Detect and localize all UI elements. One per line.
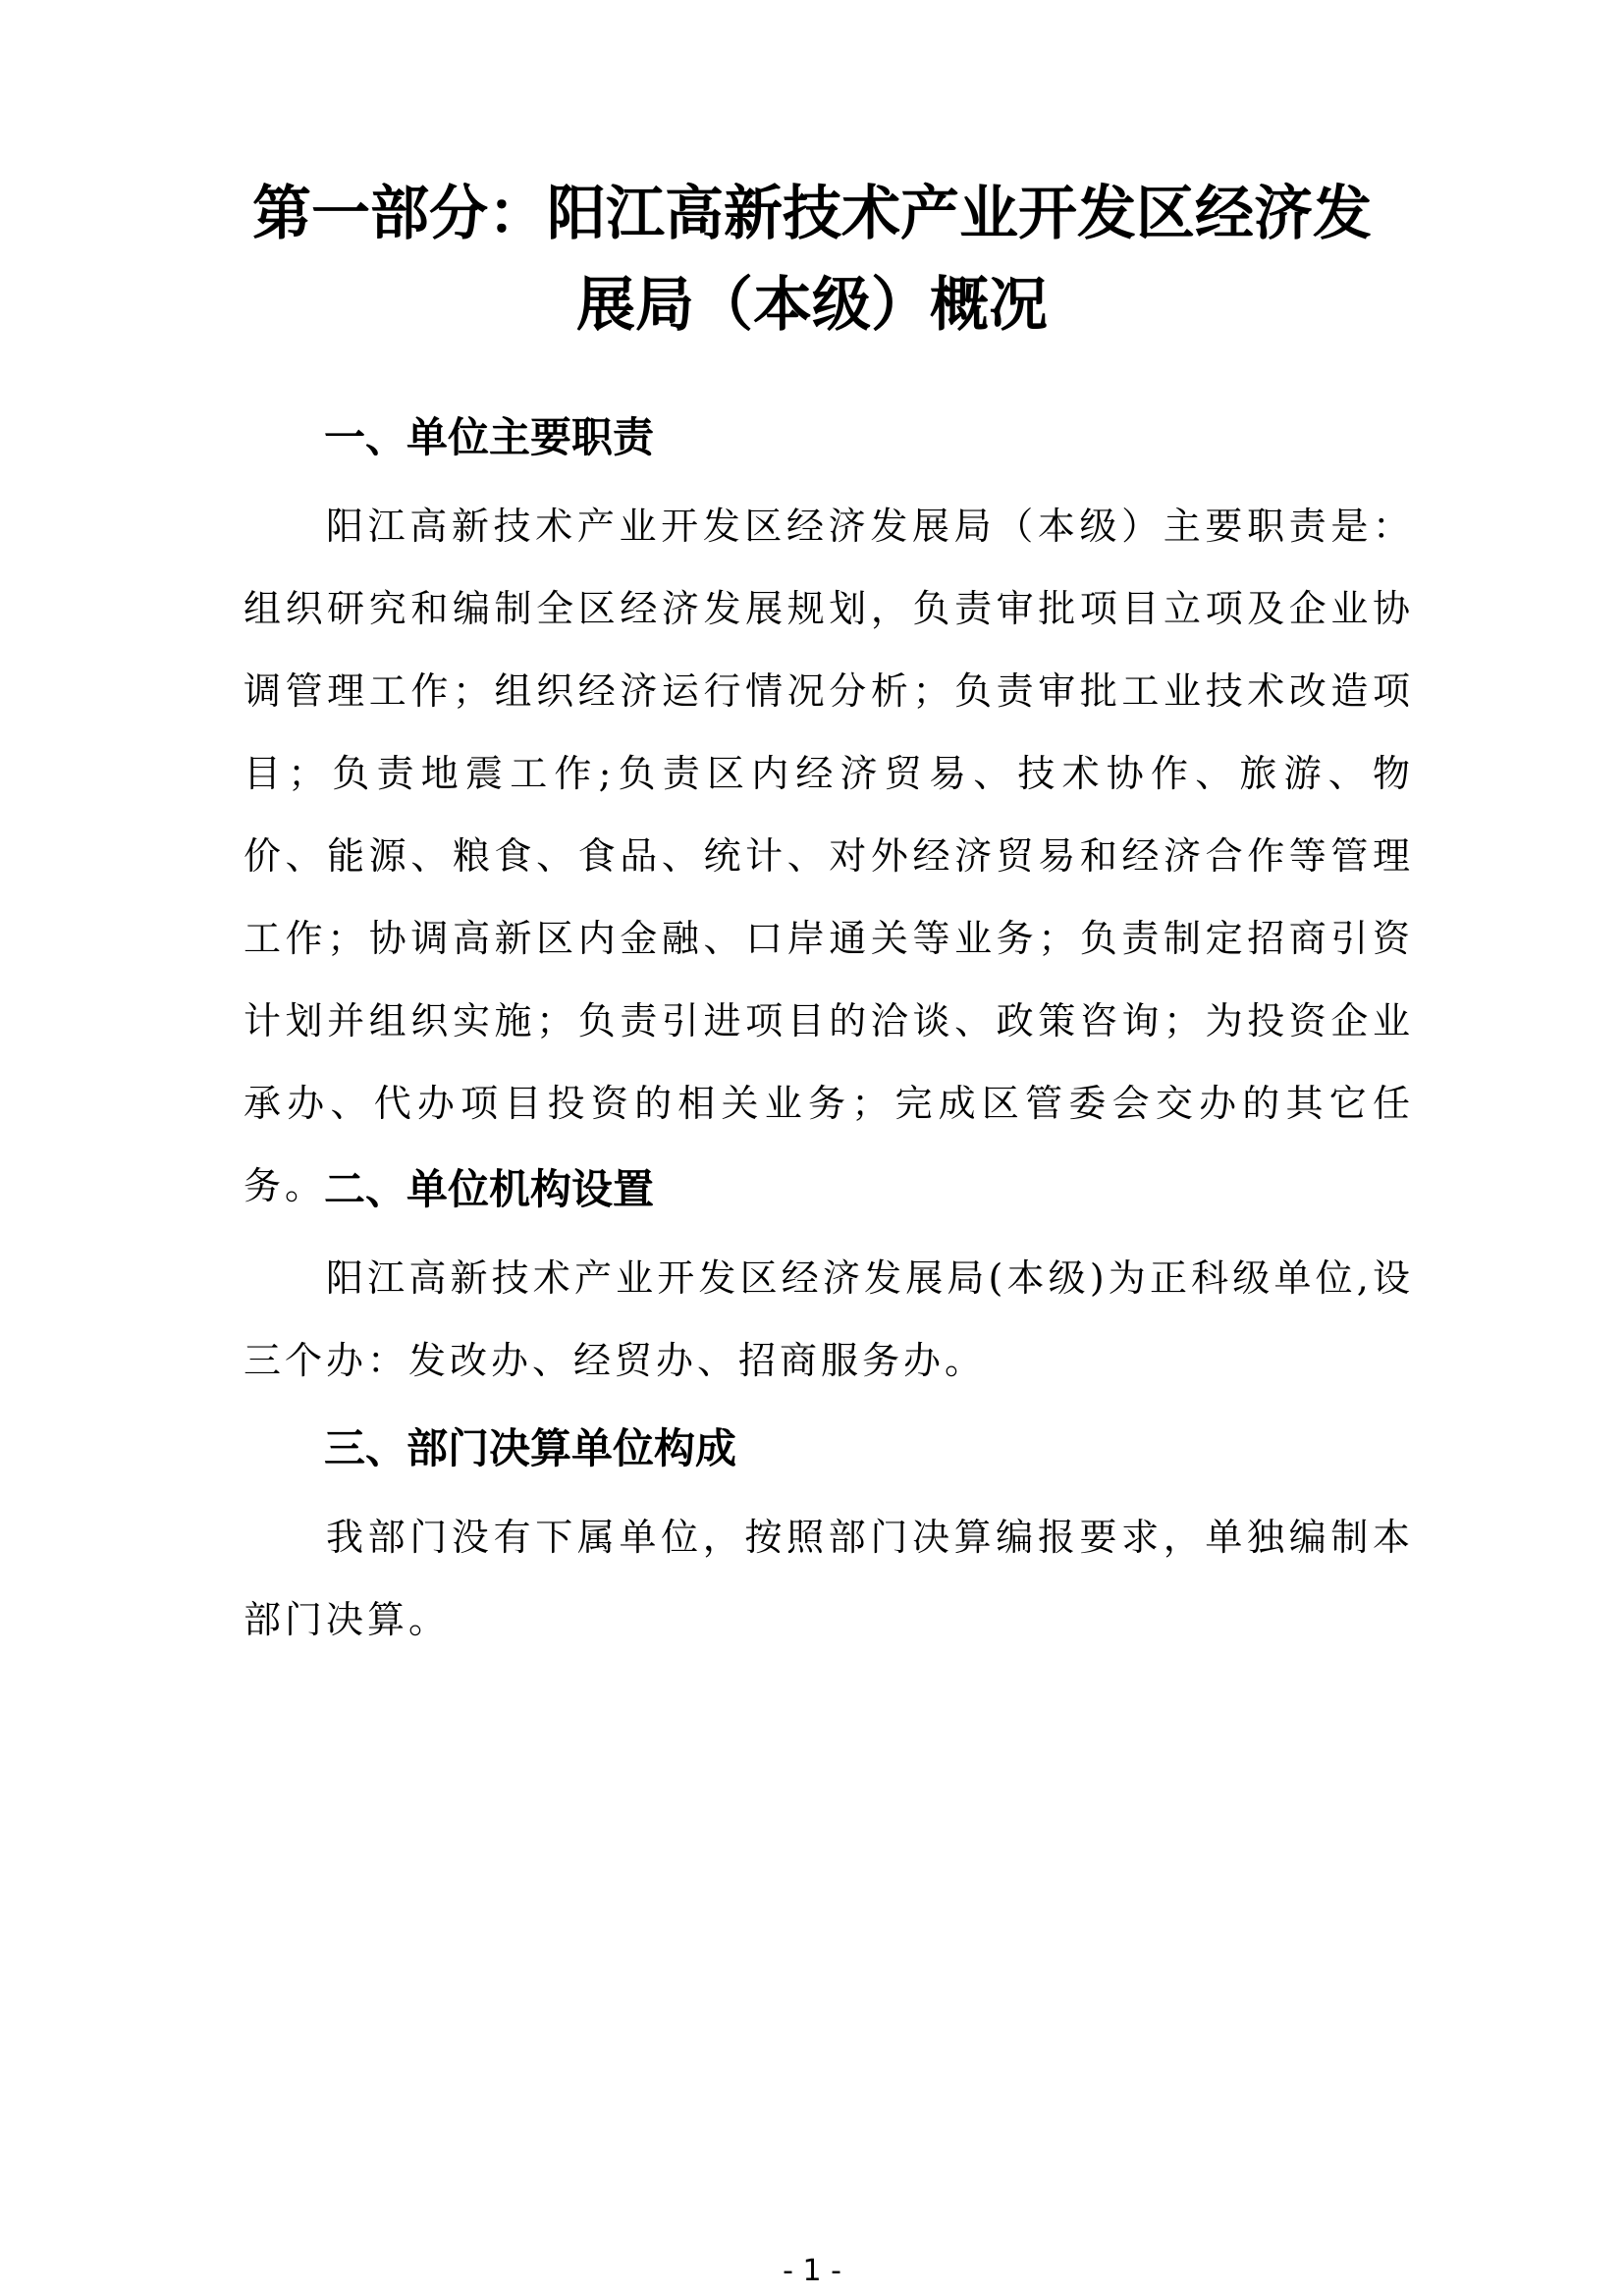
section-body-duties: 阳江高新技术产业开发区经济发展局（本级）主要职责是：组织研究和编制全区经济发展规划，负责审批项目立项及企业协调管理工作；组织经济运行情况分析；负责审批工业技术改造项目；负责地震工作;负责区内经济贸易、技术协作、旅游、物价、能源、粮食、食品、统计、对外经济贸易和经济合作等管理工作；协调高新区内金融、口岸通关等业务；负责制定招商引资计划并组织实施；负责引进项目的洽谈、政策咨询；为投资企业承办、代办项目投资的相关业务；完成区管委会交办的其它任务。	[244, 505, 1414, 1207]
page-number: - 1 -	[783, 2254, 841, 2288]
section-heading-structure: 二、单位机构设置	[324, 1165, 655, 1213]
page-title-line-2: 展局（本级）概况	[576, 271, 1048, 340]
section-heading-composition: 三、部门决算单位构成	[324, 1424, 737, 1472]
section-body-composition: 我部门没有下属单位，按照部门决算编报要求，单独编制本部门决算。	[244, 1516, 1414, 1641]
section-body-structure: 阳江高新技术产业开发区经济发展局(本级)为正科级单位,设三个办：发改办、经贸办、招商服务办。	[244, 1256, 1414, 1382]
page-title-line-1: 第一部分：阳江高新技术产业开发区经济发	[252, 180, 1372, 248]
section-heading-duties: 一、单位主要职责	[324, 413, 655, 461]
